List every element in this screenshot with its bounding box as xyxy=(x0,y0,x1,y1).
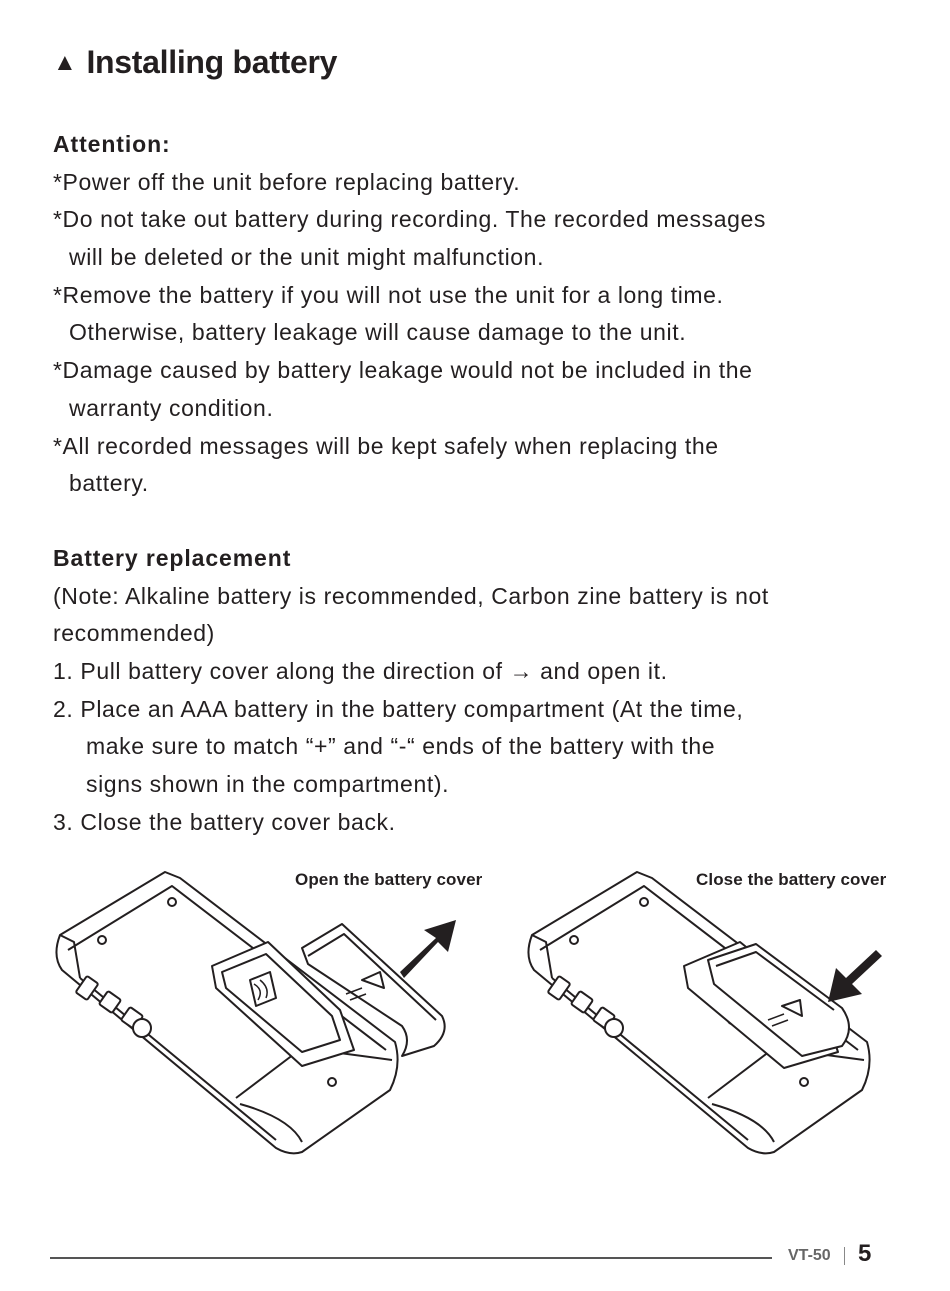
attention-line: *All recorded messages will be kept safely when replacing the xyxy=(53,432,719,459)
attention-line: battery. xyxy=(69,470,149,497)
footer-divider xyxy=(844,1247,845,1265)
attention-line: *Damage caused by battery leakage would not be included in the xyxy=(53,357,753,384)
step-2-continued: signs shown in the compartment). xyxy=(86,771,450,798)
attention-line: will be deleted or the unit might malfunction. xyxy=(69,244,545,271)
footer-rule xyxy=(50,1257,772,1259)
attention-heading: Attention: xyxy=(53,131,171,157)
replacement-heading: Battery replacement xyxy=(53,545,292,571)
replacement-section xyxy=(53,540,913,842)
step-3: 3. Close the battery cover back. xyxy=(53,808,396,835)
page-number: 5 xyxy=(858,1240,872,1267)
close-cover-caption: Close the battery cover xyxy=(696,870,887,889)
page-title xyxy=(53,44,337,81)
note-line: recommended) xyxy=(53,620,215,647)
close-battery-cover-illustration xyxy=(512,860,942,1160)
open-battery-cover-illustration xyxy=(40,860,470,1160)
attention-line: Otherwise, battery leakage will cause damage to the unit. xyxy=(69,319,687,346)
attention-line: *Do not take out battery during recording. The recorded messages xyxy=(53,206,767,233)
footer-model: VT-50 xyxy=(788,1247,831,1264)
triangle-marker-icon: ▲ xyxy=(53,48,77,76)
step-1: 1. Pull battery cover along the direction of → and open it. xyxy=(53,658,668,685)
page-title-text: Installing battery xyxy=(86,44,338,80)
attention-line: *Power off the unit before replacing battery. xyxy=(53,168,521,195)
open-cover-caption: Open the battery cover xyxy=(295,870,483,889)
step-2-continued: make sure to match “+” and “-“ ends of the battery with the xyxy=(86,733,716,760)
attention-section xyxy=(53,126,913,503)
step-2: 2. Place an AAA battery in the battery compartment (At the time, xyxy=(53,695,744,722)
note-line: (Note: Alkaline battery is recommended, Carbon zine battery is not xyxy=(53,582,769,609)
attention-line: warranty condition. xyxy=(69,394,274,421)
attention-line: *Remove the battery if you will not use the unit for a long time. xyxy=(53,281,724,308)
